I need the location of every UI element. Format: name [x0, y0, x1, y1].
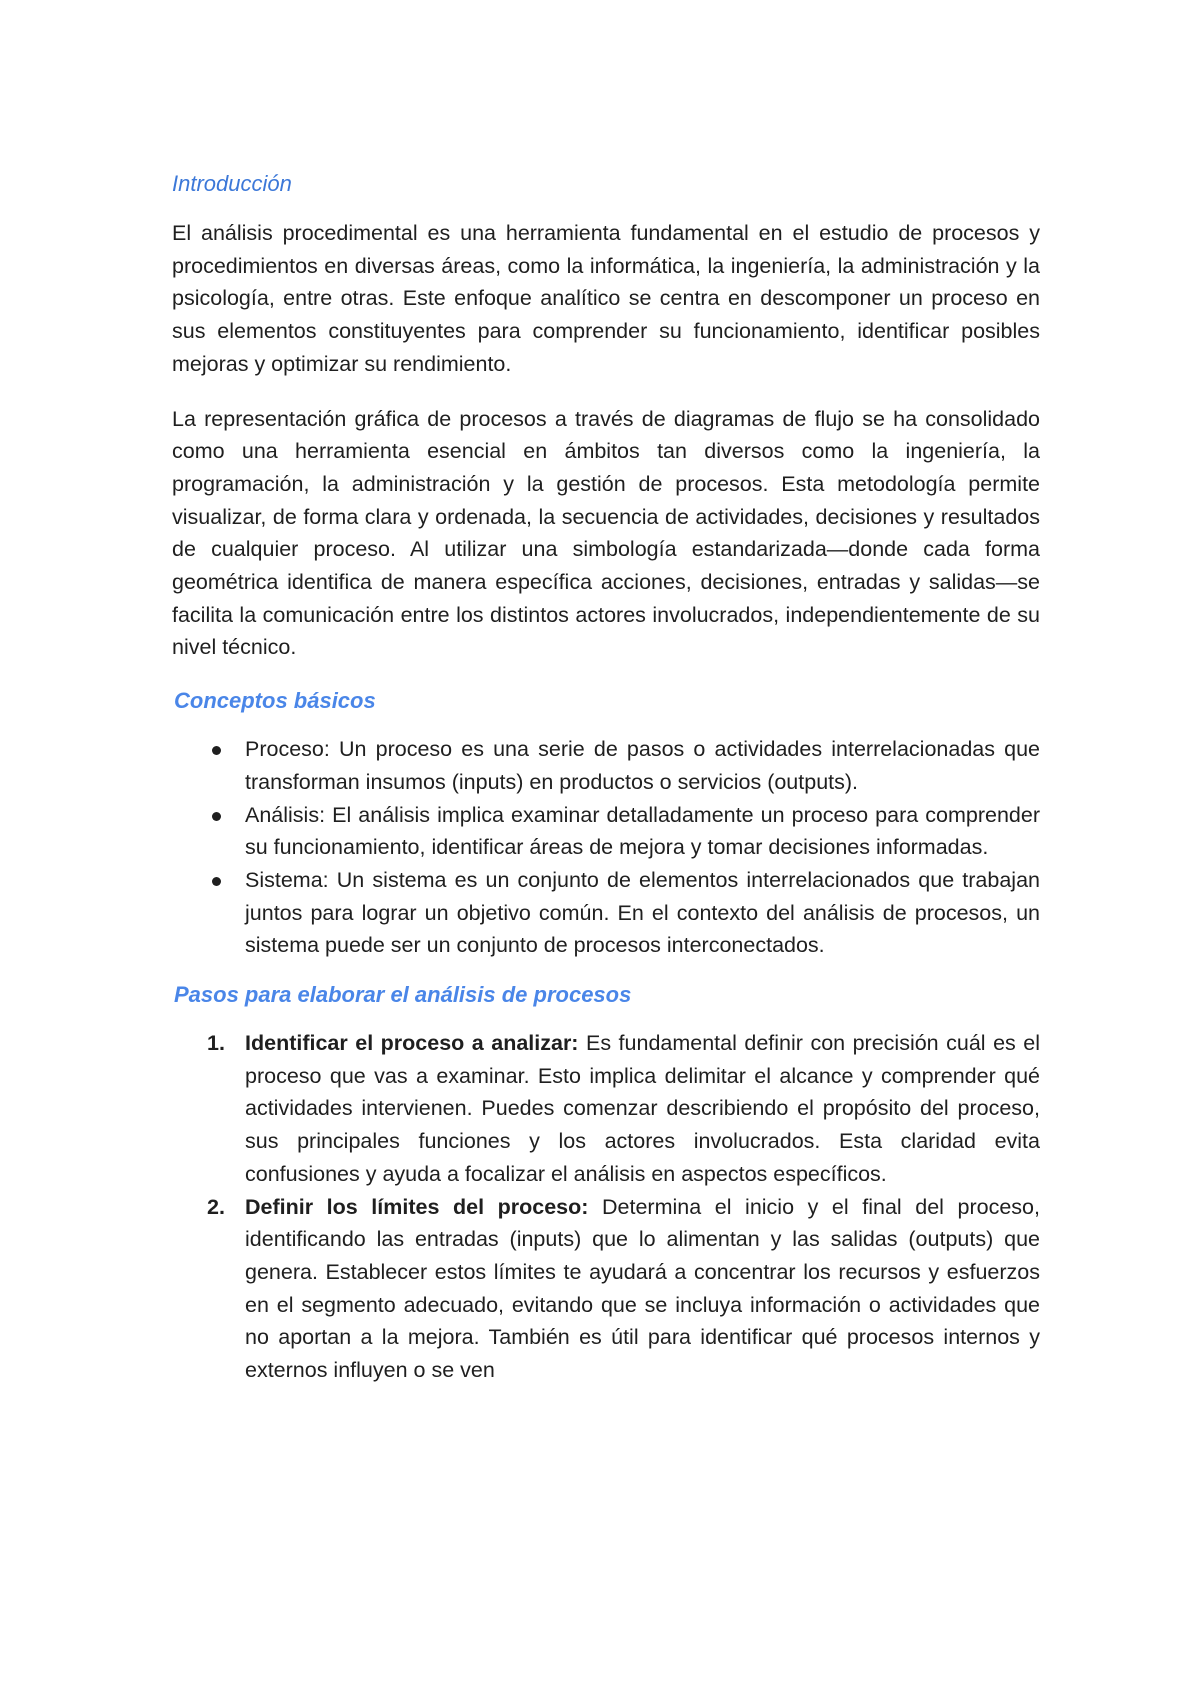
bullet-icon — [212, 877, 221, 886]
list-item — [172, 864, 1040, 962]
list-item — [172, 1027, 1040, 1191]
step-text: Es fundamental definir con precisión cuál es el proceso que vas a examinar. Esto implica delimitar el alcance y comprender qué actividades intervienen. Puedes comenzar describiendo el propósito del proceso, sus principales funciones y los actores involucrados. Esta claridad evita confusiones y ayuda a focalizar el análisis en aspectos específicos. — [245, 1031, 1040, 1186]
pasos-heading: Pasos para elaborar el análisis de procesos — [174, 982, 632, 1008]
conceptos-list — [172, 733, 1040, 962]
pasos-list — [172, 1027, 1040, 1387]
step-number: 1. — [207, 1031, 225, 1056]
intro-paragraph-2: La representación gráfica de procesos a través de diagramas de flujo se ha consolidado como una herramienta esencial en ámbitos tan diversos como la ingeniería, la programación, la administración y la gestión de procesos. Esta metodología permite visualizar, de forma clara y ordenada, la secuencia de actividades, decisiones y resultados de cualquier proceso. Al utilizar una simbología estandarizada—donde cada forma geométrica identifica de manera específica acciones, decisiones, entradas y salidas—se facilita la comunicación entre los distintos actores involucrados, independientemente de su nivel técnico. — [172, 406, 1040, 660]
conceptos-heading: Conceptos básicos — [174, 688, 376, 714]
list-item — [172, 799, 1040, 864]
list-item-text: Proceso: Un proceso es una serie de pasos o actividades interrelacionadas que transforman insumos (inputs) en productos o servicios (outputs). — [245, 737, 1040, 794]
list-item-text: Sistema: Un sistema es un conjunto de elementos interrelacionados que trabajan juntos para lograr un objetivo común. En el contexto del análisis de procesos, un sistema puede ser un conjunto de procesos interconectados. — [245, 867, 1040, 958]
step-title: Identificar el proceso a analizar: — [245, 1031, 579, 1056]
bullet-icon — [212, 746, 221, 755]
bullet-icon — [212, 812, 221, 821]
list-item — [172, 1191, 1040, 1387]
step-number: 2. — [207, 1194, 225, 1219]
intro-heading: Introducción — [172, 171, 292, 196]
list-item — [172, 733, 1040, 798]
intro-paragraph-1: El análisis procedimental es una herramienta fundamental en el estudio de procesos y procedimientos en diversas áreas, como la informática, la ingeniería, la administración y la psicología, entre otras. Este enfoque analítico se centra en descomponer un proceso en sus elementos constituyentes para comprender su funcionamiento, identificar posibles mejoras y optimizar su rendimiento. — [172, 221, 1040, 376]
list-item-text: Análisis: El análisis implica examinar detalladamente un proceso para comprender su funcionamiento, identificar áreas de mejora y tomar decisiones informadas. — [245, 802, 1040, 860]
step-title: Definir los límites del proceso: — [245, 1194, 589, 1219]
step-text: Determina el inicio y el final del proceso, identificando las entradas (inputs) que lo alimentan y las salidas (outputs) que genera. Establecer estos límites te ayudará a concentrar los recursos y esfuerzos en el segmento adecuado, evitando que se incluya información o actividades que no aportan a la mejora. También es útil para identificar qué procesos internos y externos influyen o se ven — [245, 1194, 1040, 1383]
